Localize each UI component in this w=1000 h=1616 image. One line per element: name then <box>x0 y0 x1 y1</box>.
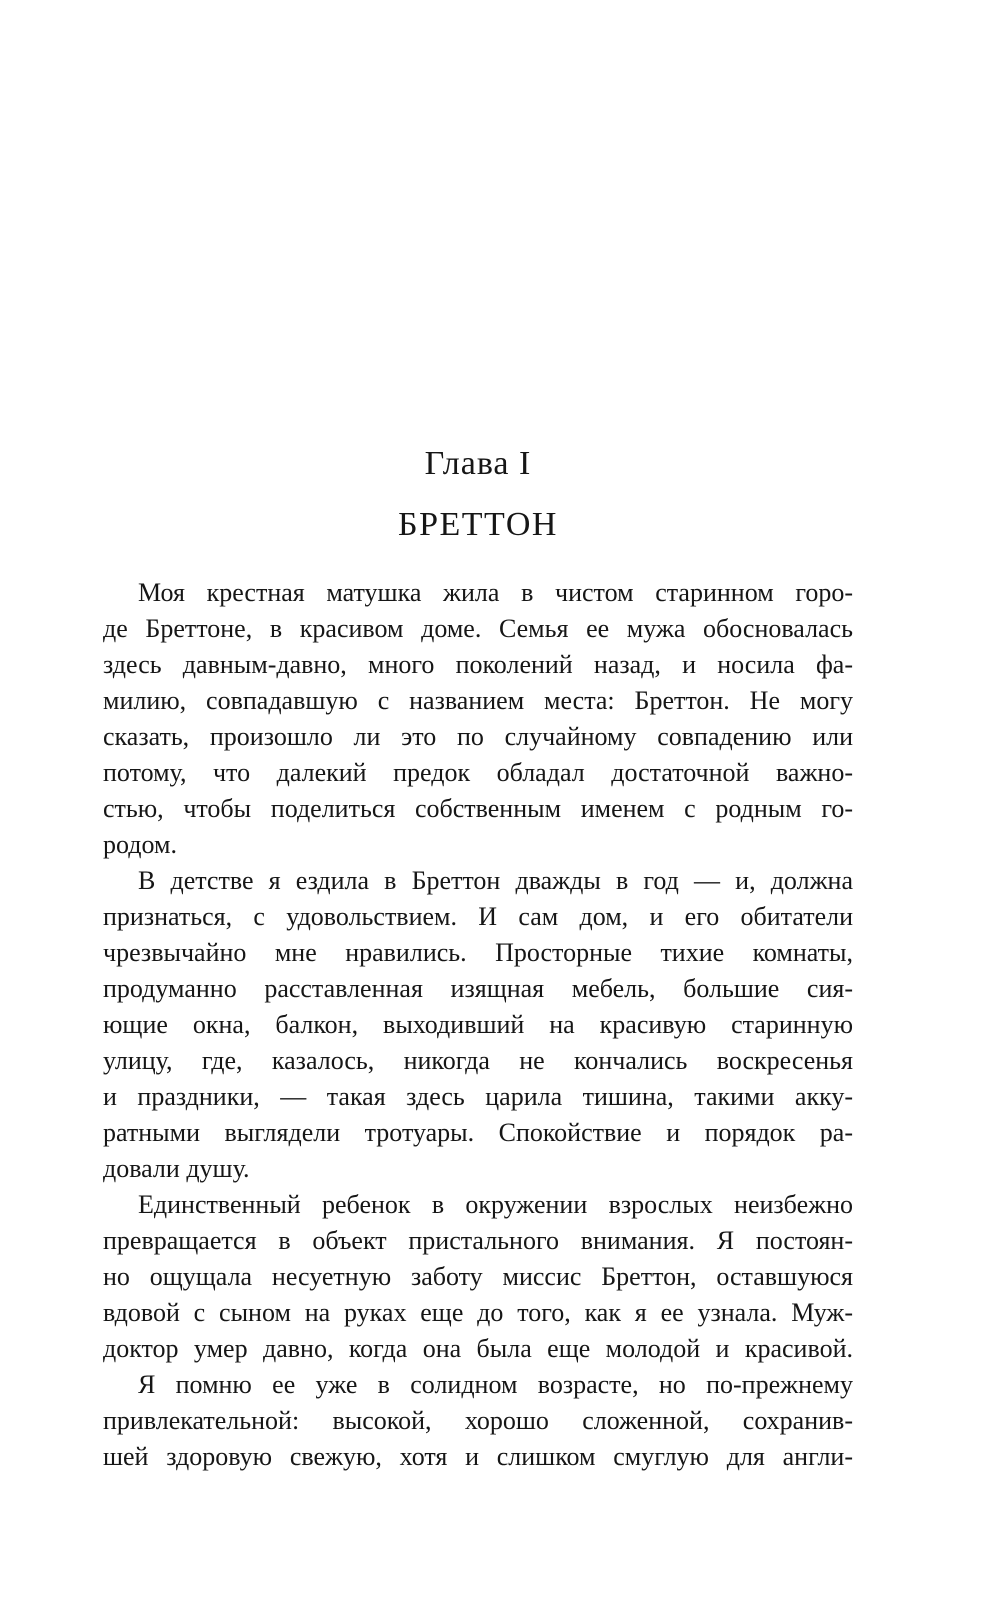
text-line: привлекательной: высокой, хорошо сложенной, сохранив- <box>103 1406 853 1435</box>
text-line: Единственный ребенок в окружении взрослых неизбежно <box>138 1190 853 1219</box>
text-line: улицу, где, казалось, никогда не кончались воскресенья <box>103 1046 853 1075</box>
body-text <box>103 575 853 1475</box>
text-line: чрезвычайно мне нравились. Просторные тихие комнаты, <box>103 938 853 967</box>
paragraph <box>103 575 853 863</box>
text-line: Я помню ее уже в солидном возрасте, но по-прежнему <box>138 1370 853 1399</box>
text-line: ющие окна, балкон, выходивший на красивую старинную <box>103 1010 853 1039</box>
text-line: доктор умер давно, когда она была еще молодой и красивой. <box>103 1334 853 1363</box>
text-line: сказать, произошло ли это по случайному совпадению или <box>103 722 853 751</box>
chapter-subtitle: БРЕТТОН <box>398 506 558 543</box>
text-line: шей здоровую свежую, хотя и слишком смуглую для англи- <box>103 1442 853 1471</box>
text-line: и праздники, — такая здесь царила тишина, такими акку- <box>103 1082 853 1111</box>
text-line: вдовой с сыном на руках еще до того, как я ее узнала. Муж- <box>103 1298 853 1327</box>
chapter-title: Глава I <box>424 445 532 482</box>
text-line: потому, что далекий предок обладал достаточной важно- <box>103 758 853 787</box>
text-line: признаться, с удовольствием. И сам дом, и его обитатели <box>103 902 853 931</box>
text-line: стью, чтобы поделиться собственным именем с родным го- <box>103 794 853 823</box>
paragraph <box>103 863 853 1187</box>
text-line: здесь давным-давно, много поколений назад, и носила фа- <box>103 650 853 679</box>
text-line: милию, совпадавшую с названием места: Бреттон. Не могу <box>103 686 853 715</box>
paragraph <box>103 1367 853 1475</box>
text-line: ратными выглядели тротуары. Спокойствие и порядок ра- <box>103 1118 853 1147</box>
text-line: превращается в объект пристального внимания. Я постоян- <box>103 1226 853 1255</box>
text-line: В детстве я ездила в Бреттон дважды в год — и, должна <box>138 866 853 895</box>
text-line: де Бреттоне, в красивом доме. Семья ее мужа обосновалась <box>103 614 853 643</box>
text-line: довали душу. <box>103 1154 250 1183</box>
text-line: Моя крестная матушка жила в чистом старинном горо- <box>138 578 853 607</box>
text-line: продуманно расставленная изящная мебель, большие сия- <box>103 974 853 1003</box>
text-line: но ощущала несуетную заботу миссис Бреттон, оставшуюся <box>103 1262 853 1291</box>
text-line: родом. <box>103 830 177 859</box>
paragraph <box>103 1187 853 1367</box>
